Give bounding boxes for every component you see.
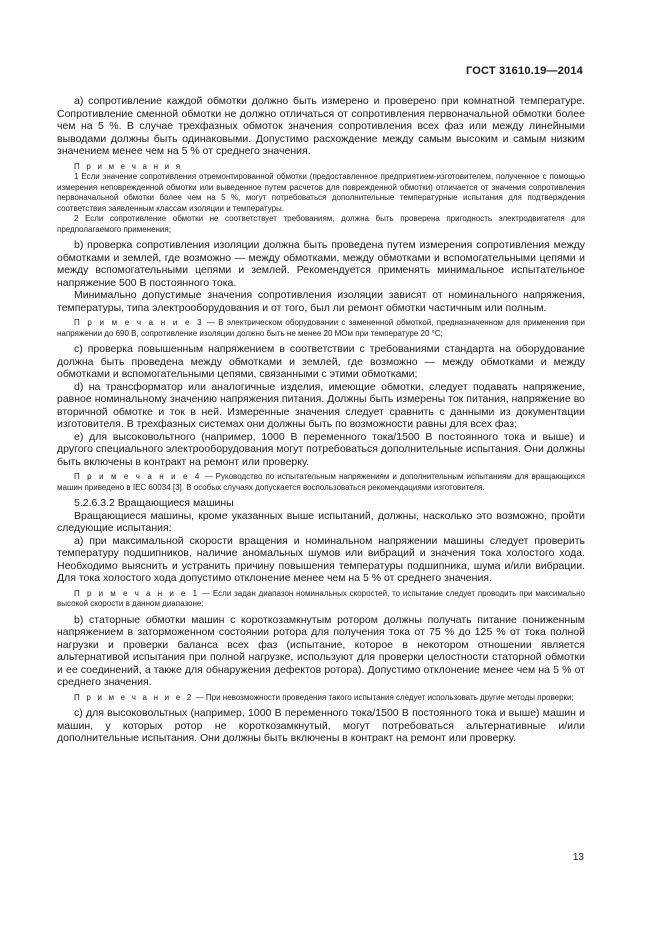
page-number: 13: [572, 852, 584, 863]
paragraph-rotating-intro: Вращающиеся машины, кроме указанных выше испытаний, должны, насколько это возможно, пройти следующие испытания:: [57, 509, 585, 534]
notes-title: П р и м е ч а н и я: [74, 161, 183, 171]
paragraph-rotating-b: b) статорные обмотки машин с короткозамкнутым ротором должны получать питание пониженным напряжением в заторможенном состоянии ротора для получения тока от 75 % до 125 % от тока полной нагрузки и проверки баланса всех фаз (испытание, которое в некотором отношении является альтернативой испытания при полной нагрузке, используют для проверки целостности статорной обмотки и ее соединений, а также для обнаружения дефектов ротора). Допустимо отклонение менее чем на 5 % от среднего значения.: [57, 613, 585, 688]
paragraph-high-voltage-check: c) проверка повышенным напряжением в соответствии с требованиями стандарта на оборудование должна быть проведена между обмотками и землей, где возможно — между обмотками и между обмотками и вспомогательными цепями, связанными с этими обмотками;: [57, 343, 585, 380]
paragraph-special-equipment: e) для высоковольтного (например, 1000 В переменного тока/1500 В постоянного тока и выше) и другого специального электрооборудования могут потребоваться дополнительные испытания. Они должны быть включены в контракт на ремонт или проверку.: [57, 430, 585, 468]
paragraph-rotating-a: a) при максимальной скорости вращения и номинальном напряжении машины следует проверить температуру подшипников, наличие аномальных шумов или вибраций и значения тока холостого хода. Необходимо выяснить и устранить причину повышения температуры подшипника, шума и/или вибрации. Для тока холостого хода допустимо отклонение менее чем на 5 % от среднего значения.: [57, 534, 585, 584]
note-rotating-1-text: — Если задан диапазон номинальных скоростей, то испытание следует проводить при максимально высокой скорости в данном диапазоне;: [57, 588, 585, 608]
note-rotating-2-text: — При невозможности проведения такого испытания следует использовать другие методы проверки;: [193, 692, 574, 702]
section-heading-rotating-machines: 5.2.6.3.2 Вращающиеся машины: [74, 497, 234, 509]
note-3-label: П р и м е ч а н и е 3: [74, 318, 204, 327]
note-4: [57, 472, 585, 493]
note-4-label: П р и м е ч а н и е 4: [74, 472, 202, 481]
note-4-text: — Руководство по испытательным напряжениям и дополнительным испытаниям для вращающихся машин приведено в IEC 60034 [3]. В особых случаях допускается воспользоваться рекомендациями изготовителя.: [57, 472, 585, 492]
paragraph-rotating-c: c) для высоковольтных (например, 1000 В переменного тока/1500 В постоянного тока и выше) машин и машин, у которых ротор не короткозамкнутый, могут потребоваться альтернативные и/или дополнительные испытания. Они должны быть включены в контракт на ремонт или проверку.: [57, 707, 585, 744]
document-header: ГОСТ 31610.19—2014: [465, 65, 583, 77]
paragraph-transformer-check: d) на трансформатор или аналогичные изделия, имеющие обмотки, следует подавать напряжение, равное номинальному значению напряжения питания. Должны быть измерены ток питания, напряжение во вторичной обмотке и ток в ней. Измеренные значения следует сравнить с данными из документации изготовителя. В трехфазных системах они должны быть по возможности равны для всех фаз;: [57, 380, 585, 430]
note-rotating-1: [57, 589, 585, 610]
document-body: [57, 95, 585, 745]
note-rotating-1-label: П р и м е ч а н и е 1: [74, 588, 200, 598]
note-rotating-2: [57, 693, 585, 704]
note-rotating-2-label: П р и м е ч а н и е 2: [74, 692, 194, 702]
note-3-text: — В электрическом оборудовании с замененной обмоткой, предназначенном для применения при напряжении до 690 В, сопротивление изоляции должно быть не менее 20 МОм при температуре 20 °С;: [57, 318, 586, 338]
note-3: [57, 318, 585, 339]
paragraph-insulation-values: Минимально допустимые значения сопротивления изоляции зависят от номинального напряжения, температуры, типа электрооборудования и от того, был ли ремонт обмотки частичным или полным.: [57, 289, 585, 314]
paragraph-resistance-check: a) сопротивление каждой обмотки должно быть измерено и проверено при комнатной температуре. Сопротивление сменной обмотки не должно отличаться от сопротивления первоначальной обмотки более чем на 5 %. В случае трехфазных обмоток значения сопротивления всех фаз или между линейными выводами должны быть одинаковыми. Допустимо расхождение между самым высоким и самым низким значением менее чем на 5 % от среднего значения.: [57, 95, 585, 157]
note-1: 1 Если значение сопротивления отремонтированной обмотки (предоставленное предприятием-изготовителем, полученное с помощью измерения неповрежденной обмотки или выведенное путем расчетов для поврежденной обмотки) отличается от значения сопротивления первоначальной обмотки более чем на 5 %, могут потребоваться дополнительные температурные испытания для подтверждения соответствия заявленным классам изоляции и температуры.: [57, 172, 585, 213]
note-2: 2 Если сопротивление обмотки не соответствует требованиям, должна быть проверена пригодность электродвигателя для предполагаемого применения;: [57, 214, 585, 234]
paragraph-insulation-check: b) проверка сопротивления изоляции должна быть проведена путем измерения сопротивления между обмотками и землей, где возможно — между обмотками, между обмотками и вспомогательными цепями и между вспомогательными цепями и землей. Рекомендуется применять минимальное испытательное напряжение 500 В постоянного тока.: [57, 239, 585, 289]
